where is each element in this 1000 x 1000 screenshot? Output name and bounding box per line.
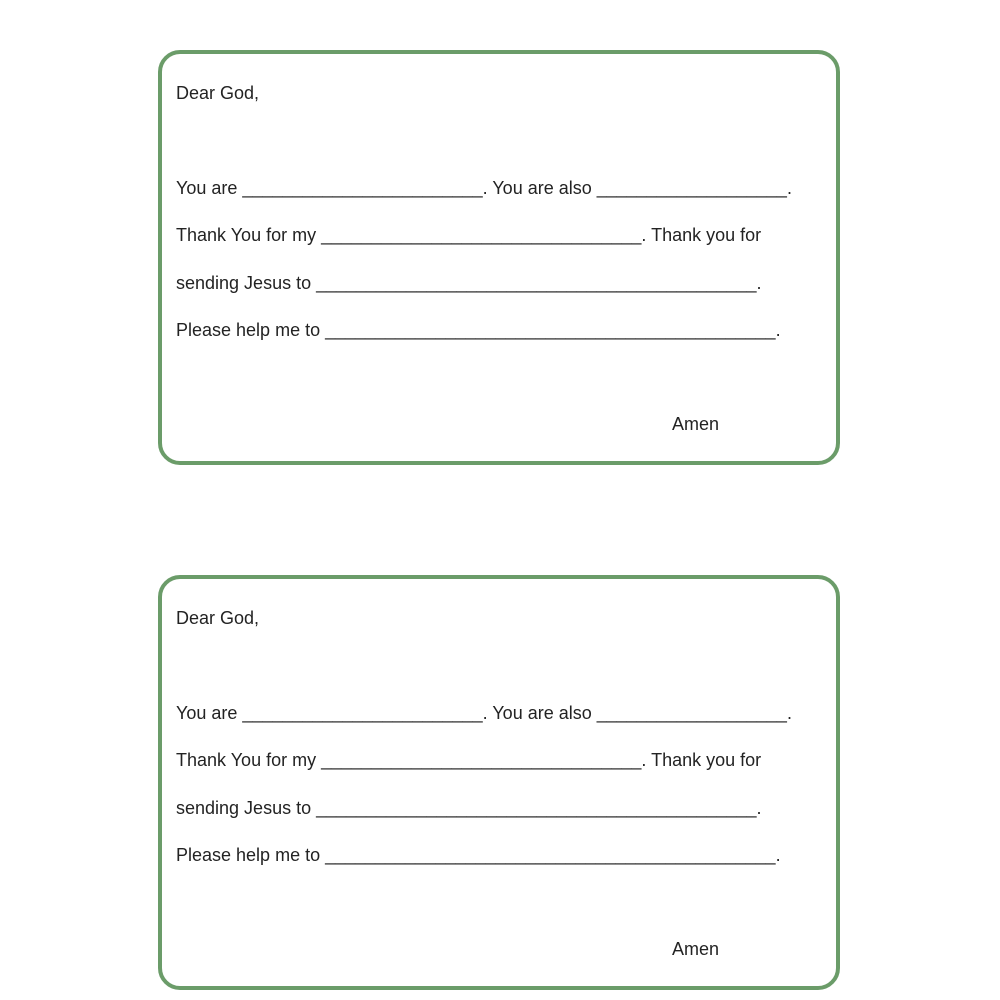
prayer-card-bottom [158, 575, 840, 990]
prayer-card-top [158, 50, 840, 465]
prayer-line-you-are: You are ________________________. You are also ___________________. [176, 178, 792, 198]
prayer-line-sending-jesus: sending Jesus to ____________________________________________. [176, 798, 762, 818]
prayer-line-you-are: You are ________________________. You are also ___________________. [176, 703, 792, 723]
prayer-line-please-help: Please help me to _____________________________________________. [176, 845, 781, 865]
prayer-line-thank-you-for-my: Thank You for my ________________________________. Thank you for [176, 225, 762, 245]
greeting-text: Dear God, [176, 608, 260, 628]
greeting-text: Dear God, [176, 83, 260, 103]
prayer-line-please-help: Please help me to _____________________________________________. [176, 320, 781, 340]
prayer-line-sending-jesus: sending Jesus to ____________________________________________. [176, 273, 762, 293]
closing-amen: Amen [672, 939, 720, 959]
prayer-line-thank-you-for-my: Thank You for my ________________________________. Thank you for [176, 750, 762, 770]
closing-amen: Amen [672, 414, 720, 434]
